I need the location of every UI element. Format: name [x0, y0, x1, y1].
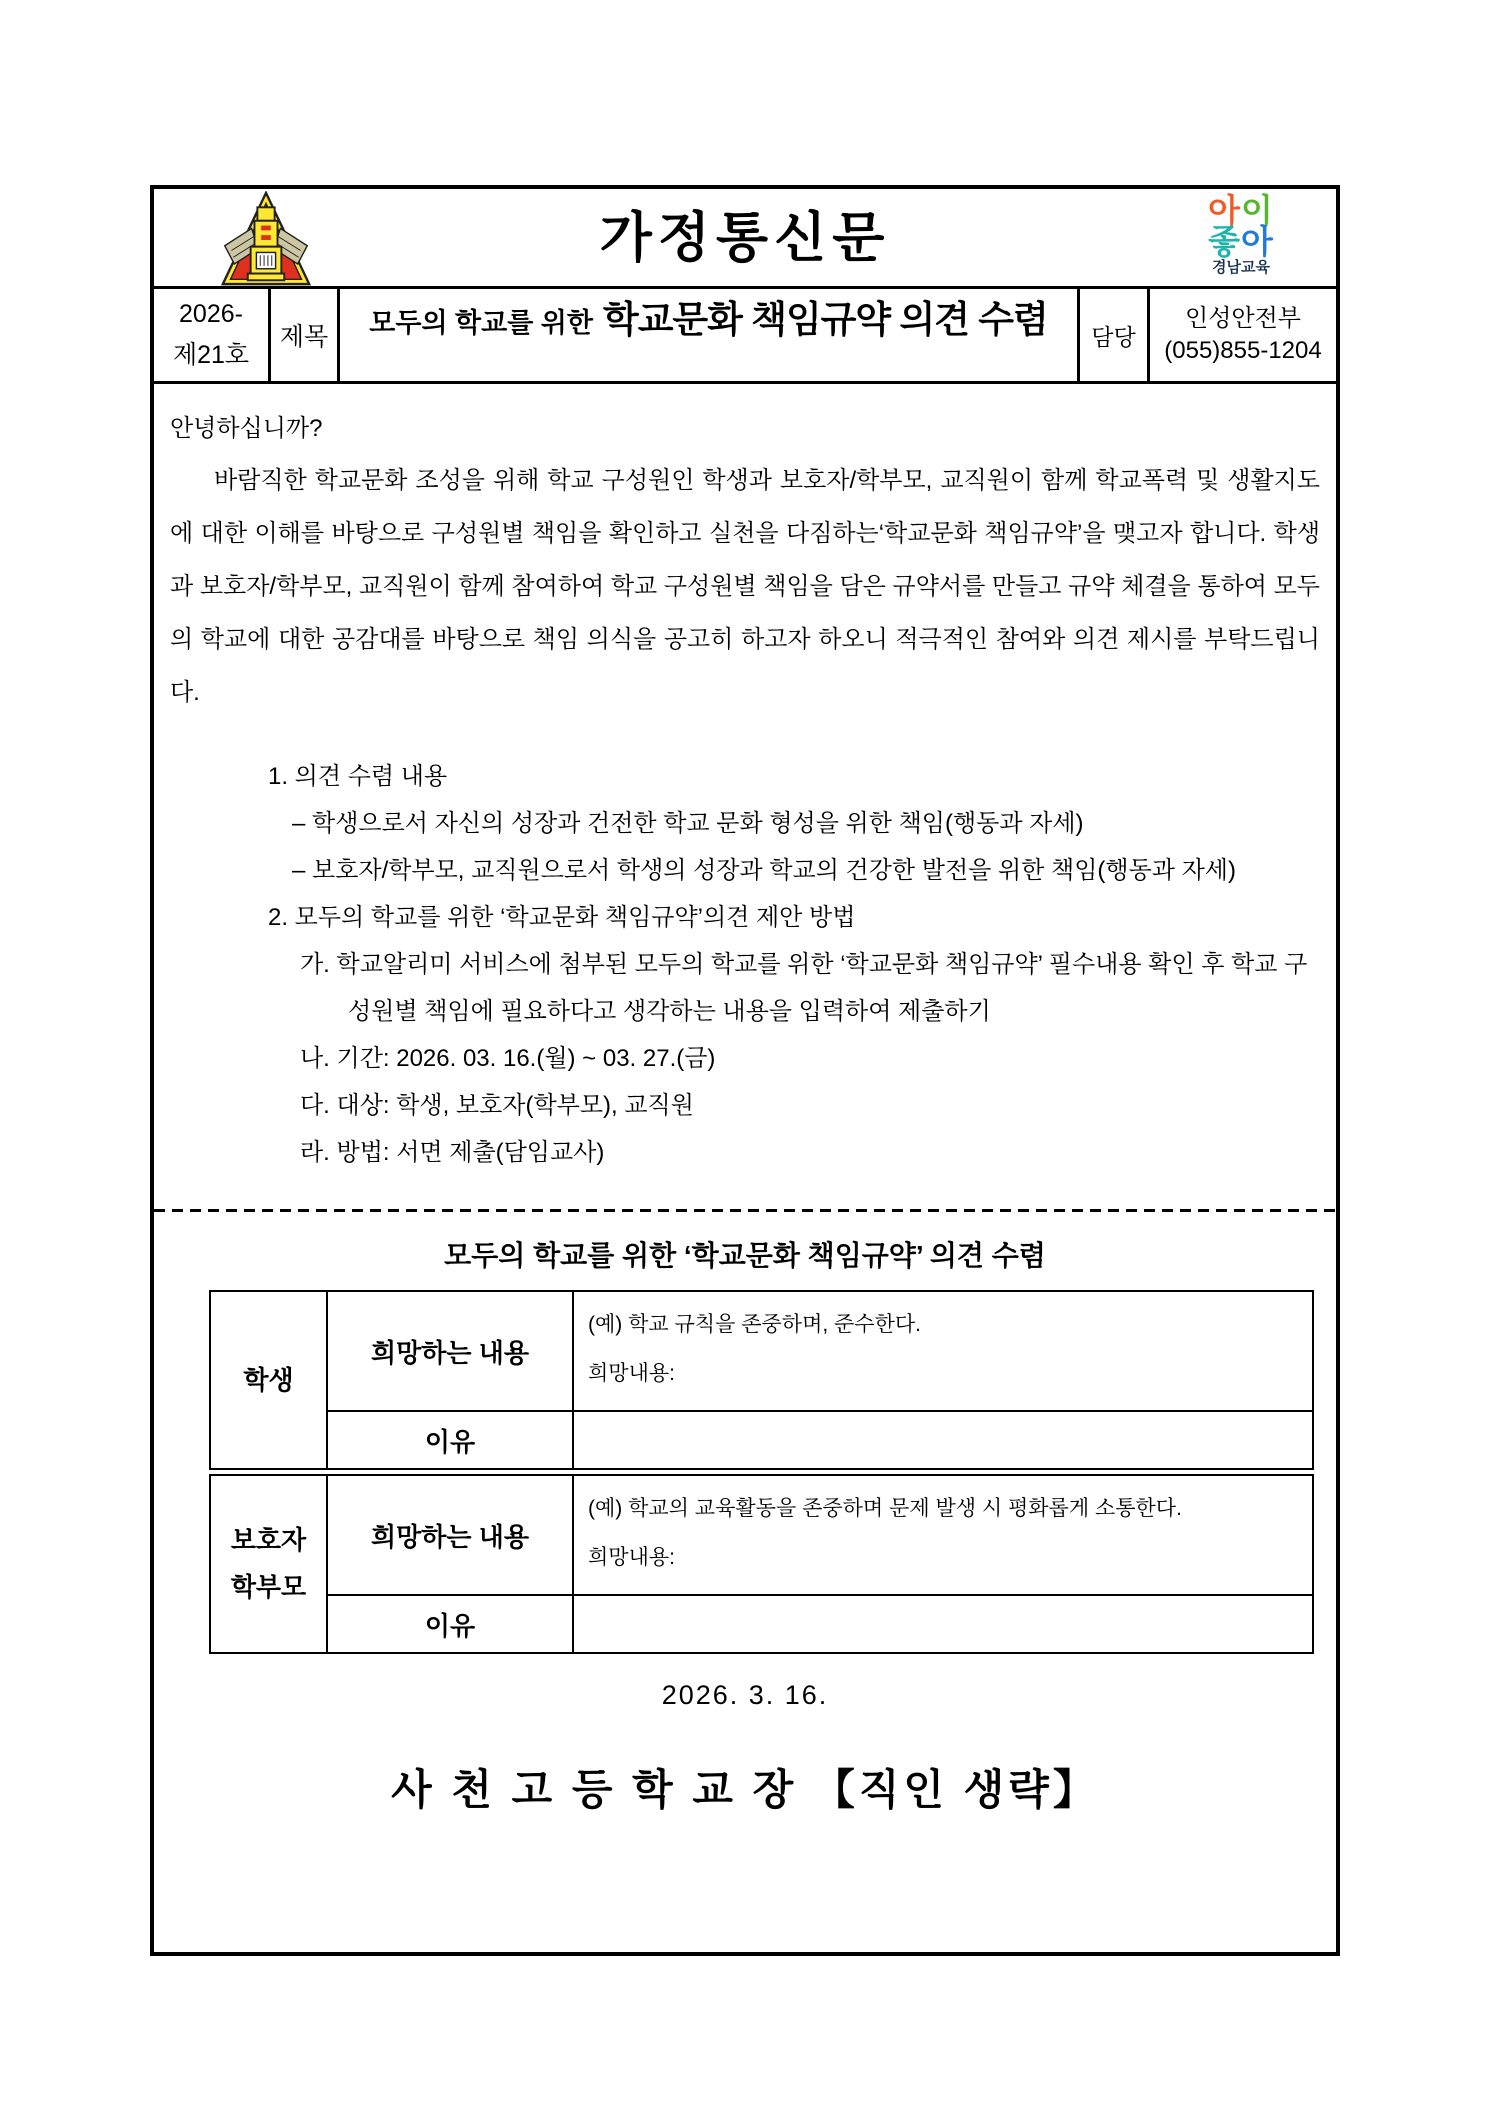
logo-char-jo: 좋 — [1208, 223, 1241, 261]
issue-year: 2026- — [179, 299, 243, 328]
reason-label: 이유 — [327, 1595, 573, 1653]
manager-label-cell: 담당 — [1080, 289, 1150, 381]
title-row — [154, 289, 1336, 384]
logo-char-i: 이 — [1241, 192, 1274, 229]
reason-cell-student — [573, 1411, 1313, 1469]
logo-char-a2: 아 — [1241, 223, 1274, 261]
content-cell-parent — [573, 1475, 1313, 1595]
issue-number: 제21호 — [172, 341, 250, 369]
group-name-student — [210, 1291, 327, 1469]
notice-list — [170, 753, 1320, 1176]
list-item: – 보호자/학부모, 교직원으로서 학생의 성장과 학교의 건강한 발전을 위한 책임(행동과 자세) — [292, 857, 1236, 884]
school-emblem-icon — [218, 191, 314, 292]
subject-cell — [340, 289, 1080, 381]
issue-date: 2026. 3. 16. — [661, 1680, 829, 1710]
list-item: 2. 모두의 학교를 위한 ‘학교문화 책임규약’의견 제안 방법 — [268, 904, 856, 931]
group-name-parent — [210, 1475, 327, 1653]
reason-label: 이유 — [327, 1411, 573, 1469]
masthead — [154, 189, 1336, 289]
subject-label-cell: 제목 — [271, 289, 340, 381]
content-cell-student — [573, 1291, 1313, 1411]
opinion-table-parent — [209, 1474, 1314, 1654]
cut-line-divider — [154, 1209, 1336, 1212]
subject-prefix: 모두의 학교를 위한 — [369, 308, 593, 338]
department-cell — [1150, 289, 1336, 381]
example-text: (예) 학교의 교육활동을 존중하며 문제 발생 시 평화롭게 소통한다. — [588, 1497, 1182, 1521]
logo-caption: 경남교육 — [1212, 258, 1270, 276]
department-name: 인성안전부 — [1185, 304, 1301, 332]
group-name-line: 학생 — [243, 1364, 294, 1395]
list-item: 1. 의견 수렴 내용 — [268, 763, 448, 790]
logo-char-a1: 아 — [1208, 192, 1241, 229]
aijoa-logo-line1 — [1178, 192, 1304, 229]
content-label: 희망하는 내용 — [327, 1475, 573, 1595]
group-name-line: 학부모 — [230, 1572, 307, 1602]
hope-label: 희망내용: — [588, 1362, 675, 1385]
subject-main: 학교문화 책임규약 의견 수렴 — [602, 299, 1048, 340]
example-text: (예) 학교 규칙을 존중하며, 준수한다. — [588, 1313, 921, 1337]
form-section-title: 모두의 학교를 위한 ‘학교문화 책임규약’ 의견 수렴 — [444, 1240, 1046, 1271]
newsletter-title: 가정통신문 — [599, 208, 891, 268]
document-body — [154, 406, 1336, 1817]
aijoa-logo-line2 — [1178, 223, 1304, 261]
list-item: 다. 대상: 학생, 보호자(학부모), 교직원 — [300, 1092, 694, 1119]
content-label: 희망하는 내용 — [327, 1291, 573, 1411]
department-phone: (055)855-1204 — [1164, 337, 1322, 364]
group-name-line: 보호자 — [230, 1525, 307, 1556]
principal-signature: 사 천 고 등 학 교 장 【직인 생략】 — [391, 1766, 1099, 1813]
document-frame — [150, 185, 1340, 1956]
list-item: – 학생으로서 자신의 성장과 건전한 학교 문화 형성을 위한 책임(행동과 자세) — [292, 810, 1084, 837]
aijoa-education-logo — [1178, 192, 1304, 276]
list-item: 라. 방법: 서면 제출(담임교사) — [300, 1139, 605, 1166]
issue-number-cell — [154, 289, 271, 381]
reason-cell-parent — [573, 1595, 1313, 1653]
opinion-table-student — [209, 1290, 1314, 1470]
greeting-text: 안녕하십니까? — [170, 415, 323, 442]
list-item: 가. 학교알리미 서비스에 첨부된 모두의 학교를 위한 ‘학교문화 책임규약’ 필수내용 확인 후 학교 구성원별 책임에 필요하다고 생각하는 내용을 입력하여 제출하기 — [300, 951, 1308, 1025]
hope-label: 희망내용: — [588, 1546, 675, 1569]
list-item: 나. 기간: 2026. 03. 16.(월) ~ 03. 27.(금) — [300, 1045, 716, 1072]
intro-paragraph: 바람직한 학교문화 조성을 위해 학교 구성원인 학생과 보호자/학부모, 교직원이 함께 학교폭력 및 생활지도에 대한 이해를 바탕으로 구성원별 책임을 확인하고 실천을 다짐하는‘학교문화 책임규약’을 맺고자 합니다. 학생과 보호자/학부모, 교직원이 함께 참여하여 학교 구성원별 책임을 담은 규약서를 만들고 규약 체결을 통하여 모두의 학교에 대한 공감대를 바탕으로 책임 의식을 공고히 하고자 하오니 적극적인 참여와 의견 제시를 부탁드립니다. — [170, 467, 1320, 706]
